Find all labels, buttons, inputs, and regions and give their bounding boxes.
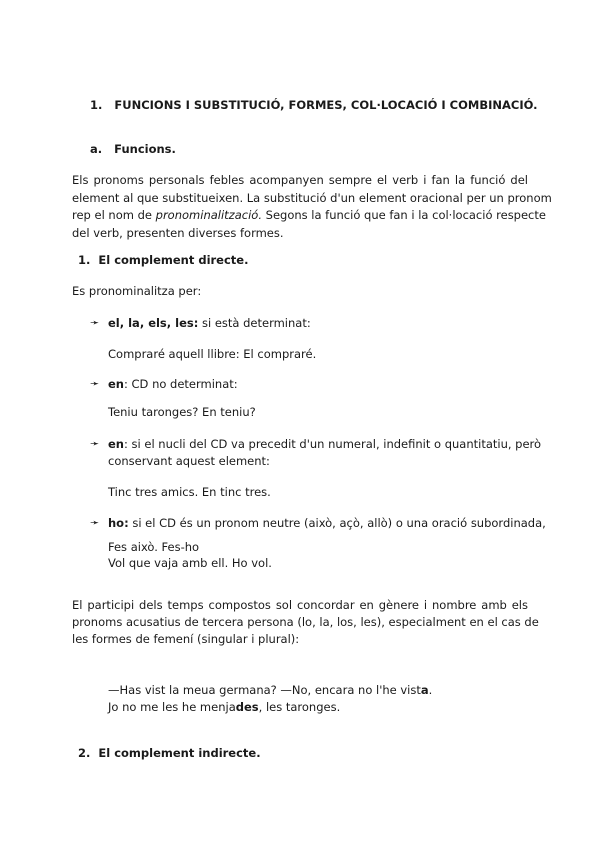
intro-line-3-end: Segons la funció que fan i la col·locació respecte <box>261 208 546 222</box>
subheading-a-text: Funcions. <box>114 142 176 156</box>
intro-line-2: element al que substitueixen. La substitució d'un element oracional per un pronom <box>72 191 552 205</box>
bullet-1-text: si està determinat: <box>198 316 311 330</box>
arrow-bullet-icon: ➛ <box>90 377 100 390</box>
bullet-4 <box>108 516 546 530</box>
bullet-2 <box>108 377 238 391</box>
arrow-bullet-icon: ➛ <box>90 516 100 529</box>
agreement-example-2-ending: des <box>235 700 259 714</box>
intro-line-1: Els pronoms personals febles acompanyen sempre el verb i fan la funció del <box>72 173 528 187</box>
agreement-example-1-text: —Has vist la meua germana? —No, encara no l'he vist <box>108 683 421 697</box>
agreement-example-2-rest: , les taronges. <box>258 700 341 714</box>
section-2-heading <box>78 746 261 760</box>
intro-term-pronominalitzacio: pronominalització. <box>155 208 262 222</box>
agreement-example-1-ending: a <box>420 683 429 697</box>
bullet-1-example: Compraré aquell llibre: El compraré. <box>108 347 317 361</box>
main-heading <box>90 98 538 112</box>
arrow-bullet-icon: ➛ <box>90 437 100 450</box>
bullet-3-text: : si el nucli del CD va precedit d'un numeral, indefinit o quantitatiu, però <box>124 437 542 451</box>
agreement-example-1 <box>108 683 432 697</box>
bullet-3-continuation: conservant aquest element: <box>108 454 270 468</box>
agreement-example-2-text: Jo no me les he menja <box>108 700 236 714</box>
bullet-1-forms: el, la, els, les: <box>108 316 199 330</box>
intro-line-3 <box>72 208 546 222</box>
intro-line-4: del verb, presenten diverses formes. <box>72 226 284 240</box>
bullet-4-forms: ho: <box>108 516 129 530</box>
main-heading-text: FUNCIONS I SUBSTITUCIÓ, FORMES, COL·LOCACIÓ I COMBINACIÓ. <box>114 98 538 112</box>
agreement-example-2 <box>108 700 340 714</box>
participi-line-3: les formes de femení (singular i plural): <box>72 632 300 646</box>
participi-line-2: pronoms acusatius de tercera persona (lo, la, los, les), especialment en el cas de <box>72 615 539 629</box>
arrow-bullet-icon: ➛ <box>90 316 100 329</box>
bullet-3-forms: en <box>108 437 124 451</box>
bullet-4-text: si el CD és un pronom neutre (això, açò, allò) o una oració subordinada, <box>128 516 546 530</box>
bullet-4-example-2: Vol que vaja amb ell. Ho vol. <box>108 556 272 570</box>
bullet-1 <box>108 316 311 330</box>
bullet-3 <box>108 437 541 451</box>
pronominalitza-intro: Es pronominalitza per: <box>72 284 202 298</box>
bullet-4-example-1: Fes això. Fes-ho <box>108 540 200 554</box>
section-1-number: 1. <box>78 253 91 267</box>
subheading-a-letter: a. <box>90 142 103 156</box>
agreement-example-1-punct: . <box>428 683 433 697</box>
main-heading-number: 1. <box>90 98 103 112</box>
section-1-heading <box>78 253 248 267</box>
section-2-title: El complement indirecte. <box>98 746 261 760</box>
bullet-2-text: : CD no determinat: <box>124 377 238 391</box>
subheading-a <box>90 142 176 156</box>
participi-line-1: El participi dels temps compostos sol concordar en gènere i nombre amb els <box>72 598 528 612</box>
bullet-2-example: Teniu taronges? En teniu? <box>108 405 256 419</box>
bullet-2-forms: en <box>108 377 124 391</box>
section-1-title: El complement directe. <box>98 253 249 267</box>
bullet-3-example: Tinc tres amics. En tinc tres. <box>108 485 271 499</box>
section-2-number: 2. <box>78 746 91 760</box>
intro-line-3-start: rep el nom de <box>72 208 156 222</box>
